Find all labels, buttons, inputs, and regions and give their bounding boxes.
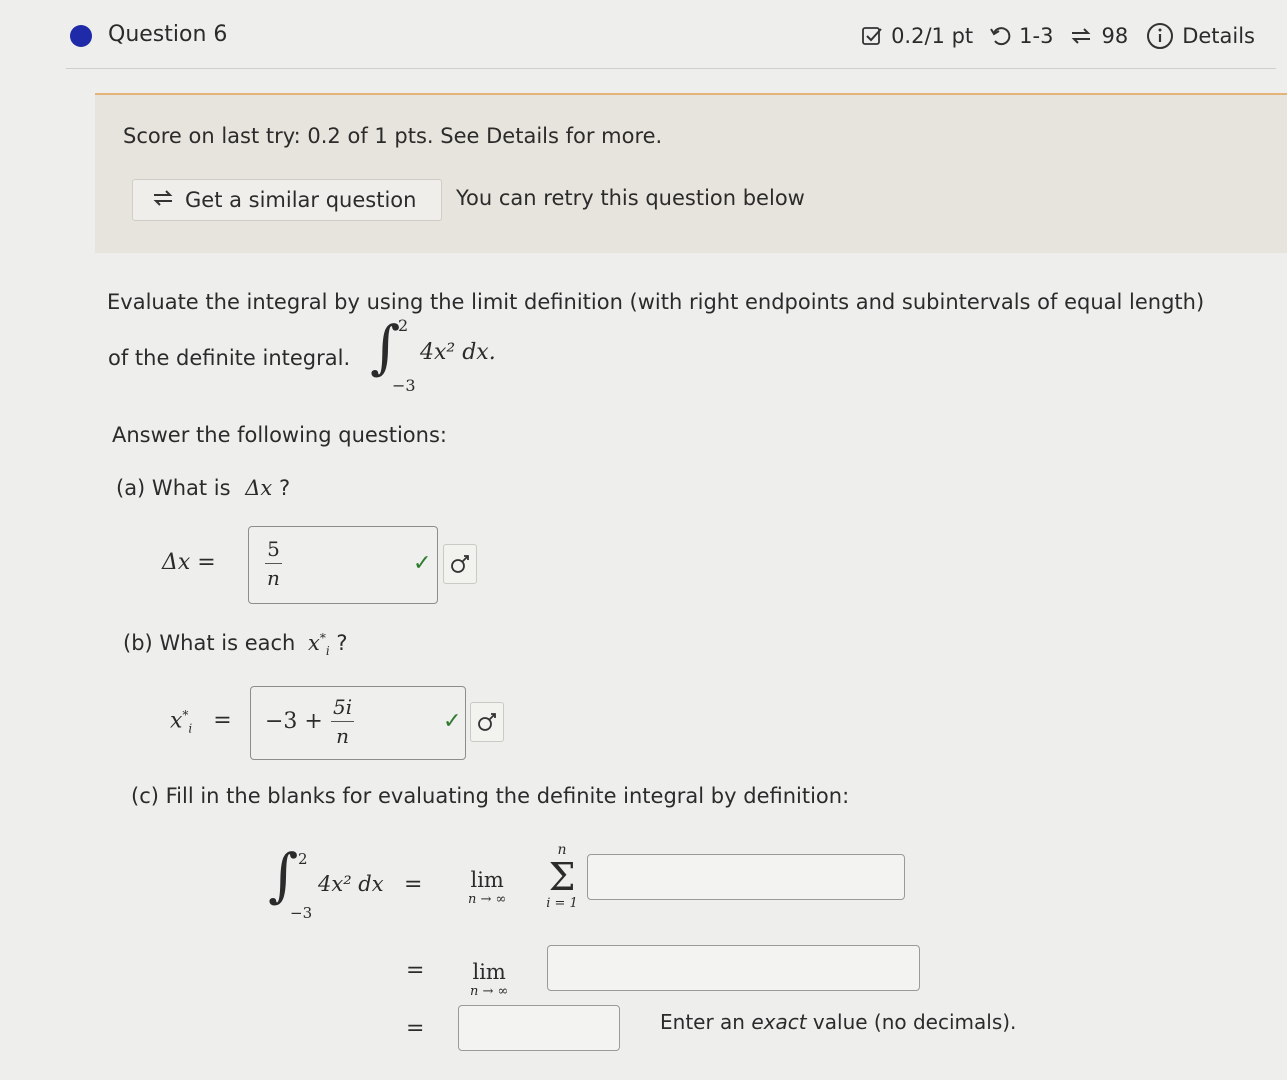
equals-sign: =: [404, 872, 423, 897]
lim-subscript: n → ∞: [468, 892, 507, 907]
correct-check-icon: ✓: [413, 551, 432, 576]
question-mark: ?: [278, 476, 291, 500]
answer-lead: Answer the following questions:: [112, 423, 447, 447]
sum-lower: i = 1: [546, 896, 578, 911]
integral-sign-icon: ∫: [268, 841, 299, 909]
part-c-prompt: (c) Fill in the blanks for evaluating the definite integral by definition:: [131, 784, 850, 808]
exact-value-note: Enter an exact value (no decimals).: [660, 1010, 1017, 1034]
x-star-symbol: $x^*_i$: [308, 631, 330, 659]
attempts-value: 1-3: [1019, 24, 1054, 48]
sum-upper: n: [557, 842, 567, 858]
sigma-icon: Σ: [548, 855, 576, 899]
lower-limit: −3: [290, 904, 313, 922]
sum-expression-input[interactable]: [587, 854, 905, 900]
fraction-numerator: 5i: [333, 695, 353, 719]
integrand: 4x² dx.: [420, 340, 496, 365]
lim-label: lim: [472, 960, 506, 984]
delta-x-label: Δx =: [162, 550, 216, 575]
similar-question-button[interactable]: [132, 179, 442, 221]
limit-1: [468, 868, 506, 907]
question-mark: ?: [336, 631, 348, 655]
lim-label: lim: [470, 868, 504, 892]
fraction-denominator: n: [267, 566, 280, 590]
similar-question-label: Get a similar question: [185, 188, 417, 212]
limit-expression-input[interactable]: [547, 945, 920, 991]
info-circle-icon[interactable]: [1146, 22, 1174, 50]
header-divider: [66, 68, 1276, 69]
x-star-label: $x^*_i$ =: [170, 708, 232, 736]
limit-2: [470, 960, 508, 999]
score-value: 0.2/1 pt: [891, 24, 974, 48]
check-square-icon: [861, 25, 883, 47]
delta-x-answer-field[interactable]: [248, 526, 438, 604]
x-star-answer-field[interactable]: [250, 686, 466, 760]
delta-x-symbol: Δx: [245, 476, 273, 500]
question-text-line1: Evaluate the integral by using the limit definition (with right endpoints and subintervals of equal length): [107, 290, 1205, 314]
part-a-text: (a) What is: [116, 476, 231, 500]
final-value-input[interactable]: [458, 1005, 620, 1051]
part-b-text: (b) What is each: [123, 631, 296, 655]
retries-value: 98: [1101, 24, 1129, 48]
cycle-arrows-icon: [1069, 25, 1093, 47]
equals-sign: =: [406, 958, 425, 983]
fraction-numerator: 5: [267, 537, 280, 561]
delta-x-fraction: [265, 537, 282, 590]
lower-limit: −3: [392, 376, 416, 395]
question-text-line2: of the definite integral.: [108, 346, 351, 370]
integrand: 4x² dx: [318, 872, 384, 896]
score-panel: [95, 93, 1287, 253]
summation: [540, 842, 584, 911]
question-title: Question 6: [108, 22, 228, 47]
upper-limit: 2: [398, 316, 409, 335]
x-star-fraction: [331, 695, 354, 748]
formula-icon[interactable]: [443, 544, 477, 584]
part-b-prompt: [123, 631, 348, 658]
score-summary: Score on last try: 0.2 of 1 pts. See Details for more.: [123, 124, 663, 148]
fraction-denominator: n: [336, 724, 349, 748]
equals-sign: =: [406, 1016, 425, 1041]
correct-check-icon: ✓: [443, 709, 462, 734]
details-link[interactable]: Details: [1182, 24, 1255, 48]
part-a-prompt: [116, 476, 290, 500]
integral-sign-icon: ∫: [370, 313, 401, 381]
lim-subscript: n → ∞: [470, 984, 509, 999]
retry-note: You can retry this question below: [456, 186, 805, 210]
retry-arrow-icon: [989, 25, 1011, 47]
cycle-arrows-icon: [151, 187, 175, 214]
question-status-dot: [70, 25, 92, 47]
answer-prefix: −3 +: [265, 709, 323, 734]
upper-limit: 2: [298, 850, 308, 868]
header-stats: [861, 22, 1255, 50]
formula-icon[interactable]: [470, 702, 504, 742]
